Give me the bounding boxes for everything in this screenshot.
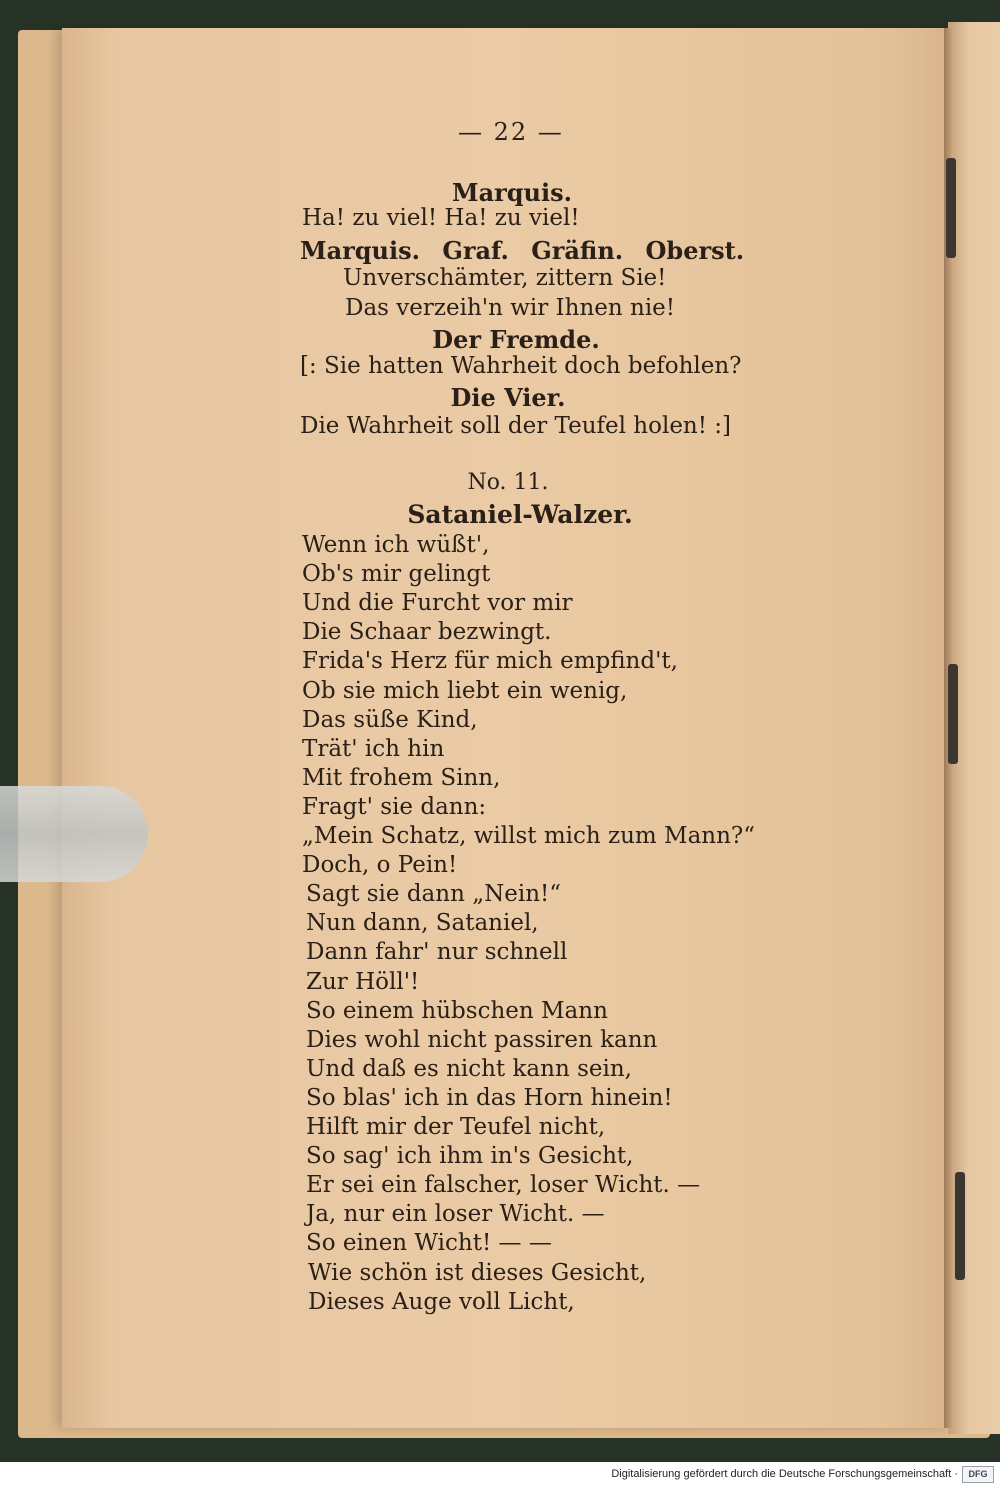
- verse-line: So einem hübschen Mann: [306, 997, 608, 1024]
- verse-line: Das verzeih'n wir Ihnen nie!: [345, 295, 676, 321]
- funding-credit: Digitalisierung gefördert durch die Deutsche Forschungsgemeinschaft ·: [611, 1467, 958, 1480]
- verse-line: Dann fahr' nur schnell: [306, 939, 568, 966]
- verse-line: Wenn ich wüßt',: [302, 532, 490, 558]
- page-number: — 22 —: [458, 118, 564, 146]
- verse-line: So blas' ich in das Horn hinein!: [306, 1084, 673, 1111]
- verse-line: Fragt' sie dann:: [302, 793, 487, 820]
- verse-line: [: Sie hatten Wahrheit doch befohlen?: [300, 353, 742, 379]
- verse-line: Sagt sie dann „Nein!“: [306, 881, 562, 908]
- verse-line: Unverschämter, zittern Sie!: [343, 265, 667, 291]
- song-number: No. 11.: [467, 470, 549, 495]
- staple-bottom: [955, 1172, 965, 1280]
- verse-line: Mit frohem Sinn,: [302, 764, 501, 791]
- speaker-fremde: Der Fremde.: [432, 325, 600, 354]
- verse-line: Frida's Herz für mich empfind't,: [302, 648, 678, 675]
- verse-line: Ob sie mich liebt ein wenig,: [302, 677, 628, 704]
- dfg-logo: DFG: [962, 1466, 994, 1483]
- verse-line: Doch, o Pein!: [302, 852, 458, 879]
- verse-line: Wie schön ist dieses Gesicht,: [308, 1259, 647, 1286]
- speaker-group: Marquis. Graf. Gräfin. Oberst.: [300, 236, 745, 265]
- staple-top: [946, 158, 956, 258]
- verse-line: Und daß es nicht kann sein,: [306, 1055, 632, 1082]
- speaker-vier: Die Vier.: [450, 383, 566, 412]
- verse-line: Hilft mir der Teufel nicht,: [306, 1114, 606, 1140]
- verse-line: Dies wohl nicht passiren kann: [306, 1026, 658, 1053]
- verse-line: So einen Wicht! — —: [306, 1230, 552, 1257]
- verse-line: Nun dann, Sataniel,: [306, 910, 539, 937]
- verse-line: Und die Furcht vor mir: [302, 590, 573, 617]
- verse-line: Das süße Kind,: [302, 706, 478, 733]
- verse-line: „Mein Schatz, willst mich zum Mann?“: [302, 823, 756, 849]
- verse-line: Die Schaar bezwingt.: [302, 619, 552, 646]
- scanner-clamp: [0, 786, 148, 882]
- verse-line: Dieses Auge voll Licht,: [308, 1288, 575, 1315]
- verse-line: Ob's mir gelingt: [302, 561, 491, 588]
- verse-line: Ha! zu viel! Ha! zu viel!: [302, 205, 580, 231]
- verse-line: Trät' ich hin: [302, 735, 445, 762]
- verse-line: Er sei ein falscher, loser Wicht. —: [306, 1172, 701, 1199]
- footer-bar: [0, 1462, 1000, 1485]
- verse-line: Ja, nur ein loser Wicht. —: [306, 1201, 605, 1228]
- song-title: Sataniel-Walzer.: [407, 500, 633, 529]
- verse-line: So sag' ich ihm in's Gesicht,: [306, 1143, 634, 1170]
- verse-line: Die Wahrheit soll der Teufel holen! :]: [300, 413, 732, 439]
- speaker-marquis: Marquis.: [452, 178, 572, 207]
- staple-middle: [948, 664, 958, 764]
- verse-line: Zur Höll'!: [306, 968, 420, 995]
